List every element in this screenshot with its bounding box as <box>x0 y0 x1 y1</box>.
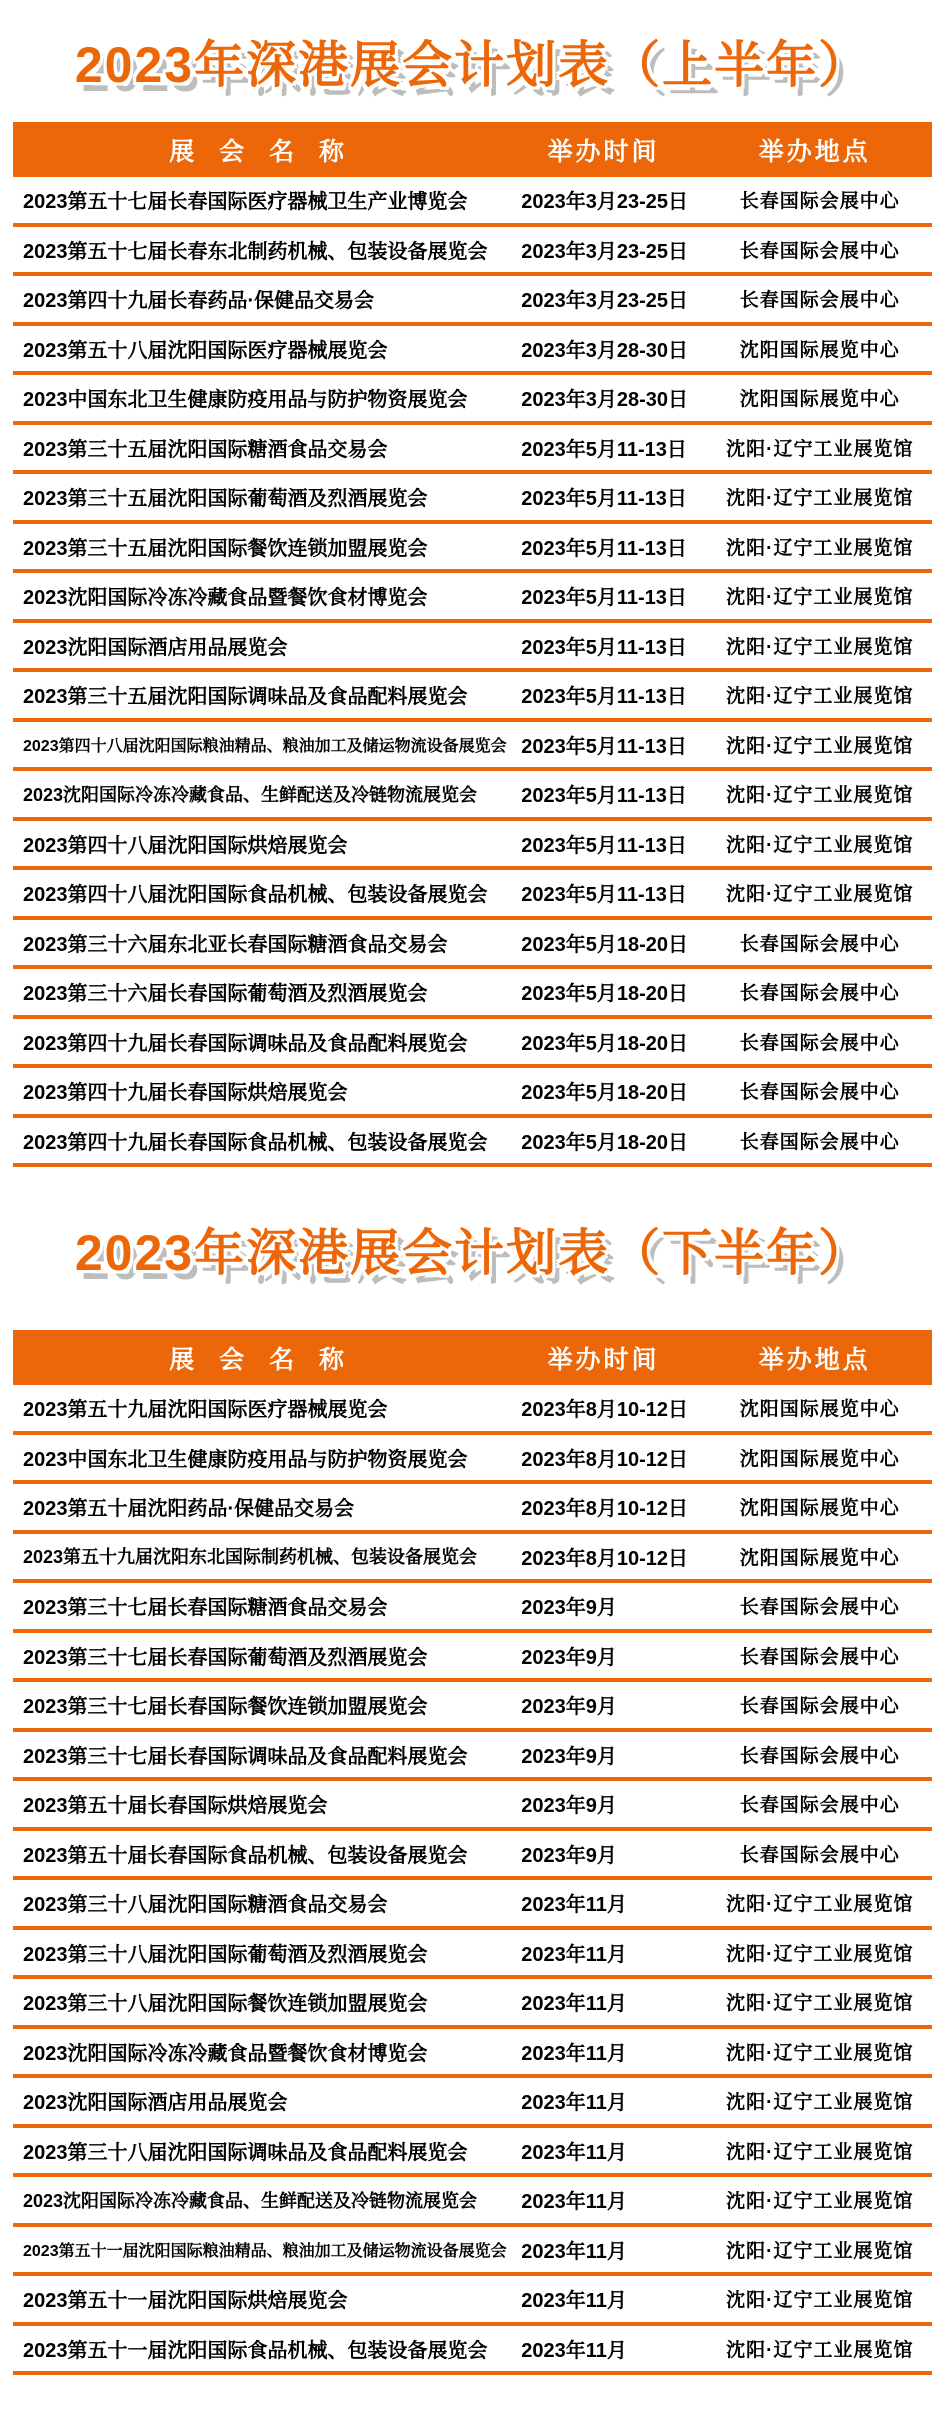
exhibition-time-cell: 2023年9月 <box>521 1597 617 1620</box>
exhibition-name-cell: 2023第四十九届长春国际食品机械、包装设备展览会 <box>23 1131 488 1154</box>
exhibition-venue-cell: 沈阳·辽宁工业展览馆 <box>726 686 914 708</box>
exhibition-time-cell: 2023年5月11-13日 <box>521 636 687 659</box>
exhibition-time-cell: 2023年5月11-13日 <box>521 488 687 511</box>
exhibition-time-cell: 2023年3月23-25日 <box>521 240 689 263</box>
exhibition-venue-cell: 沈阳·辽宁工业展览馆 <box>726 2290 914 2312</box>
exhibition-time-cell: 2023年5月18-20日 <box>521 1032 689 1055</box>
exhibition-name-cell: 2023沈阳国际冷冻冷藏食品、生鲜配送及冷链物流展览会 <box>23 2190 478 2211</box>
exhibition-time-cell: 2023年8月10-12日 <box>521 1448 689 1471</box>
exhibition-name-cell: 2023第四十八届沈阳国际食品机械、包装设备展览会 <box>23 884 488 907</box>
exhibition-venue-cell: 沈阳·辽宁工业展览馆 <box>726 438 914 460</box>
table-row <box>13 870 932 920</box>
exhibition-venue-cell: 沈阳国际展览中心 <box>739 1448 900 1470</box>
exhibition-venue-cell: 长春国际会展中心 <box>739 1082 900 1104</box>
table-row <box>13 1880 932 1930</box>
second-half-table <box>13 1330 932 2375</box>
table-header-row <box>13 122 932 177</box>
exhibition-name-cell: 2023第三十五届沈阳国际调味品及食品配料展览会 <box>23 686 468 709</box>
exhibition-time-cell: 2023年11月 <box>521 2240 627 2263</box>
exhibition-time-cell: 2023年5月11-13日 <box>521 587 687 610</box>
exhibition-time-cell: 2023年3月23-25日 <box>521 290 689 313</box>
exhibition-name-cell: 2023第三十八届沈阳国际餐饮连锁加盟展览会 <box>23 1993 428 2016</box>
exhibition-venue-cell: 沈阳·辽宁工业展览馆 <box>726 1993 914 2015</box>
table-row <box>13 2326 932 2376</box>
exhibition-time-cell: 2023年9月 <box>521 1646 617 1669</box>
exhibition-time-cell: 2023年5月11-13日 <box>521 438 687 461</box>
table-row <box>13 474 932 524</box>
exhibition-venue-cell: 长春国际会展中心 <box>739 191 900 213</box>
exhibition-name-cell: 2023第四十八届沈阳国际粮油精品、粮油加工及储运物流设备展览会 <box>23 737 507 755</box>
exhibition-venue-cell: 长春国际会展中心 <box>739 1597 900 1619</box>
table-row <box>13 623 932 673</box>
table-row <box>13 1831 932 1881</box>
exhibition-venue-cell: 长春国际会展中心 <box>739 1646 900 1668</box>
exhibition-time-cell: 2023年11月 <box>521 2339 627 2362</box>
exhibition-name-cell: 2023第三十八届沈阳国际葡萄酒及烈酒展览会 <box>23 1943 428 1966</box>
exhibition-time-cell: 2023年9月 <box>521 1696 617 1719</box>
table-row <box>13 1633 932 1683</box>
exhibition-time-cell: 2023年9月 <box>521 1844 617 1867</box>
second-half-section <box>0 1167 945 2375</box>
exhibition-time-cell: 2023年5月11-13日 <box>521 884 687 907</box>
exhibition-time-cell: 2023年5月18-20日 <box>521 933 689 956</box>
exhibition-venue-cell: 沈阳国际展览中心 <box>739 1498 900 1520</box>
table-row <box>13 1484 932 1534</box>
table-row <box>13 227 932 277</box>
exhibition-time-cell: 2023年11月 <box>521 2141 627 2164</box>
exhibition-name-cell: 2023第三十八届沈阳国际调味品及食品配料展览会 <box>23 2141 468 2164</box>
exhibition-time-cell: 2023年3月23-25日 <box>521 191 689 214</box>
table-header-row <box>13 1330 932 1385</box>
exhibition-venue-cell: 沈阳·辽宁工业展览馆 <box>726 2092 914 2114</box>
column-header-time: 举办时间 <box>547 1345 660 1374</box>
exhibition-name-cell: 2023第三十六届东北亚长春国际糖酒食品交易会 <box>23 933 448 956</box>
second-half-title-wrap <box>0 1167 945 1330</box>
exhibition-venue-cell: 沈阳·辽宁工业展览馆 <box>726 488 914 510</box>
exhibition-venue-cell: 长春国际会展中心 <box>739 290 900 312</box>
exhibition-venue-cell: 沈阳国际展览中心 <box>739 389 900 411</box>
table-row <box>13 2177 932 2227</box>
exhibition-venue-cell: 沈阳·辽宁工业展览馆 <box>726 2141 914 2163</box>
exhibition-name-cell: 2023第三十七届长春国际调味品及食品配料展览会 <box>23 1745 468 1768</box>
exhibition-venue-cell: 长春国际会展中心 <box>739 983 900 1005</box>
exhibition-name-cell: 2023第五十届长春国际烘焙展览会 <box>23 1795 328 1818</box>
exhibition-time-cell: 2023年8月10-12日 <box>521 1399 689 1422</box>
table-row <box>13 2227 932 2277</box>
table-row <box>13 1435 932 1485</box>
column-header-exhibition-name: 展 会 名 称 <box>169 137 354 166</box>
exhibition-name-cell: 2023第五十一届沈阳国际粮油精品、粮油加工及储运物流设备展览会 <box>23 2242 507 2260</box>
first-half-table <box>13 122 932 1167</box>
exhibition-name-cell: 2023第三十七届长春国际餐饮连锁加盟展览会 <box>23 1696 428 1719</box>
table-row <box>13 1583 932 1633</box>
exhibition-time-cell: 2023年5月18-20日 <box>521 983 689 1006</box>
column-header-exhibition-name: 展 会 名 称 <box>169 1345 354 1374</box>
table-row <box>13 2078 932 2128</box>
exhibition-time-cell: 2023年11月 <box>521 1993 627 2016</box>
second-half-title: 2023年深港展会计划表（下半年） <box>74 1224 871 1281</box>
exhibition-time-cell: 2023年11月 <box>521 1894 627 1917</box>
exhibition-time-cell: 2023年5月11-13日 <box>521 735 687 758</box>
first-half-section <box>0 0 945 1167</box>
exhibition-name-cell: 2023第五十一届沈阳国际食品机械、包装设备展览会 <box>23 2339 488 2362</box>
table-row <box>13 425 932 475</box>
table-row <box>13 1068 932 1118</box>
exhibition-time-cell: 2023年8月10-12日 <box>521 1498 689 1521</box>
exhibition-venue-cell: 沈阳·辽宁工业展览馆 <box>726 834 914 856</box>
exhibition-name-cell: 2023沈阳国际冷冻冷藏食品暨餐饮食材博览会 <box>23 587 428 610</box>
exhibition-name-cell: 2023中国东北卫生健康防疫用品与防护物资展览会 <box>23 389 468 412</box>
exhibition-name-cell: 2023第四十八届沈阳国际烘焙展览会 <box>23 834 348 857</box>
exhibition-name-cell: 2023中国东北卫生健康防疫用品与防护物资展览会 <box>23 1448 468 1471</box>
exhibition-venue-cell: 长春国际会展中心 <box>739 1745 900 1767</box>
exhibition-time-cell: 2023年9月 <box>521 1745 617 1768</box>
exhibition-name-cell: 2023沈阳国际酒店用品展览会 <box>23 2092 288 2115</box>
column-header-time: 举办时间 <box>547 137 660 166</box>
exhibition-venue-cell: 长春国际会展中心 <box>739 1844 900 1866</box>
table-row <box>13 276 932 326</box>
exhibition-time-cell: 2023年5月11-13日 <box>521 537 687 560</box>
exhibition-time-cell: 2023年5月18-20日 <box>521 1082 689 1105</box>
exhibition-venue-cell: 沈阳国际展览中心 <box>739 1547 900 1569</box>
table-row <box>13 722 932 772</box>
exhibition-venue-cell: 沈阳国际展览中心 <box>739 339 900 361</box>
table-row <box>13 1930 932 1980</box>
exhibition-name-cell: 2023第四十九届长春国际调味品及食品配料展览会 <box>23 1032 468 1055</box>
exhibition-time-cell: 2023年9月 <box>521 1795 617 1818</box>
first-half-table-body <box>13 177 932 1167</box>
exhibition-name-cell: 2023第三十六届长春国际葡萄酒及烈酒展览会 <box>23 983 428 1006</box>
exhibition-venue-cell: 沈阳·辽宁工业展览馆 <box>726 1894 914 1916</box>
table-row <box>13 524 932 574</box>
exhibition-name-cell: 2023第三十八届沈阳国际糖酒食品交易会 <box>23 1894 388 1917</box>
exhibition-name-cell: 2023第五十七届长春东北制药机械、包装设备展览会 <box>23 240 488 263</box>
table-row <box>13 2128 932 2178</box>
column-header-venue: 举办地点 <box>758 1345 871 1374</box>
exhibition-name-cell: 2023沈阳国际冷冻冷藏食品暨餐饮食材博览会 <box>23 2042 428 2065</box>
table-row <box>13 1781 932 1831</box>
table-row <box>13 1385 932 1435</box>
exhibition-name-cell: 2023第五十届沈阳药品·保健品交易会 <box>23 1498 355 1521</box>
exhibition-time-cell: 2023年11月 <box>521 2092 627 2115</box>
table-row <box>13 1732 932 1782</box>
table-row <box>13 1534 932 1584</box>
exhibition-venue-cell: 沈阳·辽宁工业展览馆 <box>726 2240 914 2262</box>
exhibition-venue-cell: 沈阳·辽宁工业展览馆 <box>726 735 914 757</box>
exhibition-time-cell: 2023年5月11-13日 <box>521 686 687 709</box>
exhibition-name-cell: 2023第三十七届长春国际葡萄酒及烈酒展览会 <box>23 1646 428 1669</box>
first-half-title: 2023年深港展会计划表（上半年） <box>74 37 871 93</box>
exhibition-venue-cell: 长春国际会展中心 <box>739 240 900 262</box>
exhibition-name-cell: 2023第五十九届沈阳东北国际制药机械、包装设备展览会 <box>23 1547 478 1568</box>
exhibition-venue-cell: 沈阳·辽宁工业展览馆 <box>726 785 914 807</box>
table-row <box>13 672 932 722</box>
second-half-table-body <box>13 1385 932 2375</box>
exhibition-name-cell: 2023第五十九届沈阳国际医疗器械展览会 <box>23 1399 388 1422</box>
exhibition-name-cell: 2023沈阳国际酒店用品展览会 <box>23 636 288 659</box>
exhibition-time-cell: 2023年5月11-13日 <box>521 834 687 857</box>
table-row <box>13 1118 932 1168</box>
exhibition-time-cell: 2023年3月28-30日 <box>521 389 689 412</box>
exhibition-time-cell: 2023年8月10-12日 <box>521 1547 689 1570</box>
table-row <box>13 2276 932 2326</box>
table-row <box>13 2029 932 2079</box>
exhibition-name-cell: 2023沈阳国际冷冻冷藏食品、生鲜配送及冷链物流展览会 <box>23 784 478 805</box>
exhibition-venue-cell: 长春国际会展中心 <box>739 1795 900 1817</box>
table-row <box>13 1019 932 1069</box>
column-header-venue: 举办地点 <box>758 137 871 166</box>
exhibition-time-cell: 2023年5月11-13日 <box>521 785 687 808</box>
exhibition-name-cell: 2023第三十七届长春国际糖酒食品交易会 <box>23 1597 388 1620</box>
table-row <box>13 969 932 1019</box>
exhibition-venue-cell: 长春国际会展中心 <box>739 1032 900 1054</box>
table-row <box>13 1682 932 1732</box>
exhibition-venue-cell: 长春国际会展中心 <box>739 1131 900 1153</box>
table-row <box>13 375 932 425</box>
exhibition-time-cell: 2023年11月 <box>521 2042 627 2065</box>
exhibition-venue-cell: 沈阳·辽宁工业展览馆 <box>726 2042 914 2064</box>
exhibition-time-cell: 2023年3月28-30日 <box>521 339 689 362</box>
exhibition-venue-cell: 沈阳·辽宁工业展览馆 <box>726 884 914 906</box>
exhibition-venue-cell: 沈阳·辽宁工业展览馆 <box>726 537 914 559</box>
exhibition-name-cell: 2023第三十五届沈阳国际糖酒食品交易会 <box>23 438 388 461</box>
exhibition-venue-cell: 沈阳·辽宁工业展览馆 <box>726 1943 914 1965</box>
exhibition-venue-cell: 沈阳·辽宁工业展览馆 <box>726 587 914 609</box>
exhibition-venue-cell: 沈阳国际展览中心 <box>739 1399 900 1421</box>
exhibition-venue-cell: 长春国际会展中心 <box>739 1696 900 1718</box>
first-half-title-wrap <box>0 0 945 122</box>
table-row <box>13 573 932 623</box>
bottom-whitespace <box>0 2375 945 2432</box>
exhibition-name-cell: 2023第四十九届长春药品·保健品交易会 <box>23 290 375 313</box>
table-row <box>13 326 932 376</box>
exhibition-time-cell: 2023年11月 <box>521 1943 627 1966</box>
table-row <box>13 771 932 821</box>
exhibition-name-cell: 2023第三十五届沈阳国际餐饮连锁加盟展览会 <box>23 537 428 560</box>
exhibition-name-cell: 2023第五十一届沈阳国际烘焙展览会 <box>23 2290 348 2313</box>
exhibition-name-cell: 2023第五十八届沈阳国际医疗器械展览会 <box>23 339 388 362</box>
table-row <box>13 1979 932 2029</box>
exhibition-venue-cell: 沈阳·辽宁工业展览馆 <box>726 2191 914 2213</box>
exhibition-name-cell: 2023第三十五届沈阳国际葡萄酒及烈酒展览会 <box>23 488 428 511</box>
exhibition-venue-cell: 沈阳·辽宁工业展览馆 <box>726 636 914 658</box>
exhibition-name-cell: 2023第五十七届长春国际医疗器械卫生产业博览会 <box>23 191 468 214</box>
exhibition-venue-cell: 沈阳·辽宁工业展览馆 <box>726 2339 914 2361</box>
exhibition-time-cell: 2023年11月 <box>521 2191 627 2214</box>
table-row <box>13 821 932 871</box>
exhibition-time-cell: 2023年5月18-20日 <box>521 1131 689 1154</box>
table-row <box>13 920 932 970</box>
exhibition-venue-cell: 长春国际会展中心 <box>739 933 900 955</box>
exhibition-time-cell: 2023年11月 <box>521 2290 627 2313</box>
table-row <box>13 177 932 227</box>
exhibition-name-cell: 2023第四十九届长春国际烘焙展览会 <box>23 1082 348 1105</box>
exhibition-name-cell: 2023第五十届长春国际食品机械、包装设备展览会 <box>23 1844 468 1867</box>
